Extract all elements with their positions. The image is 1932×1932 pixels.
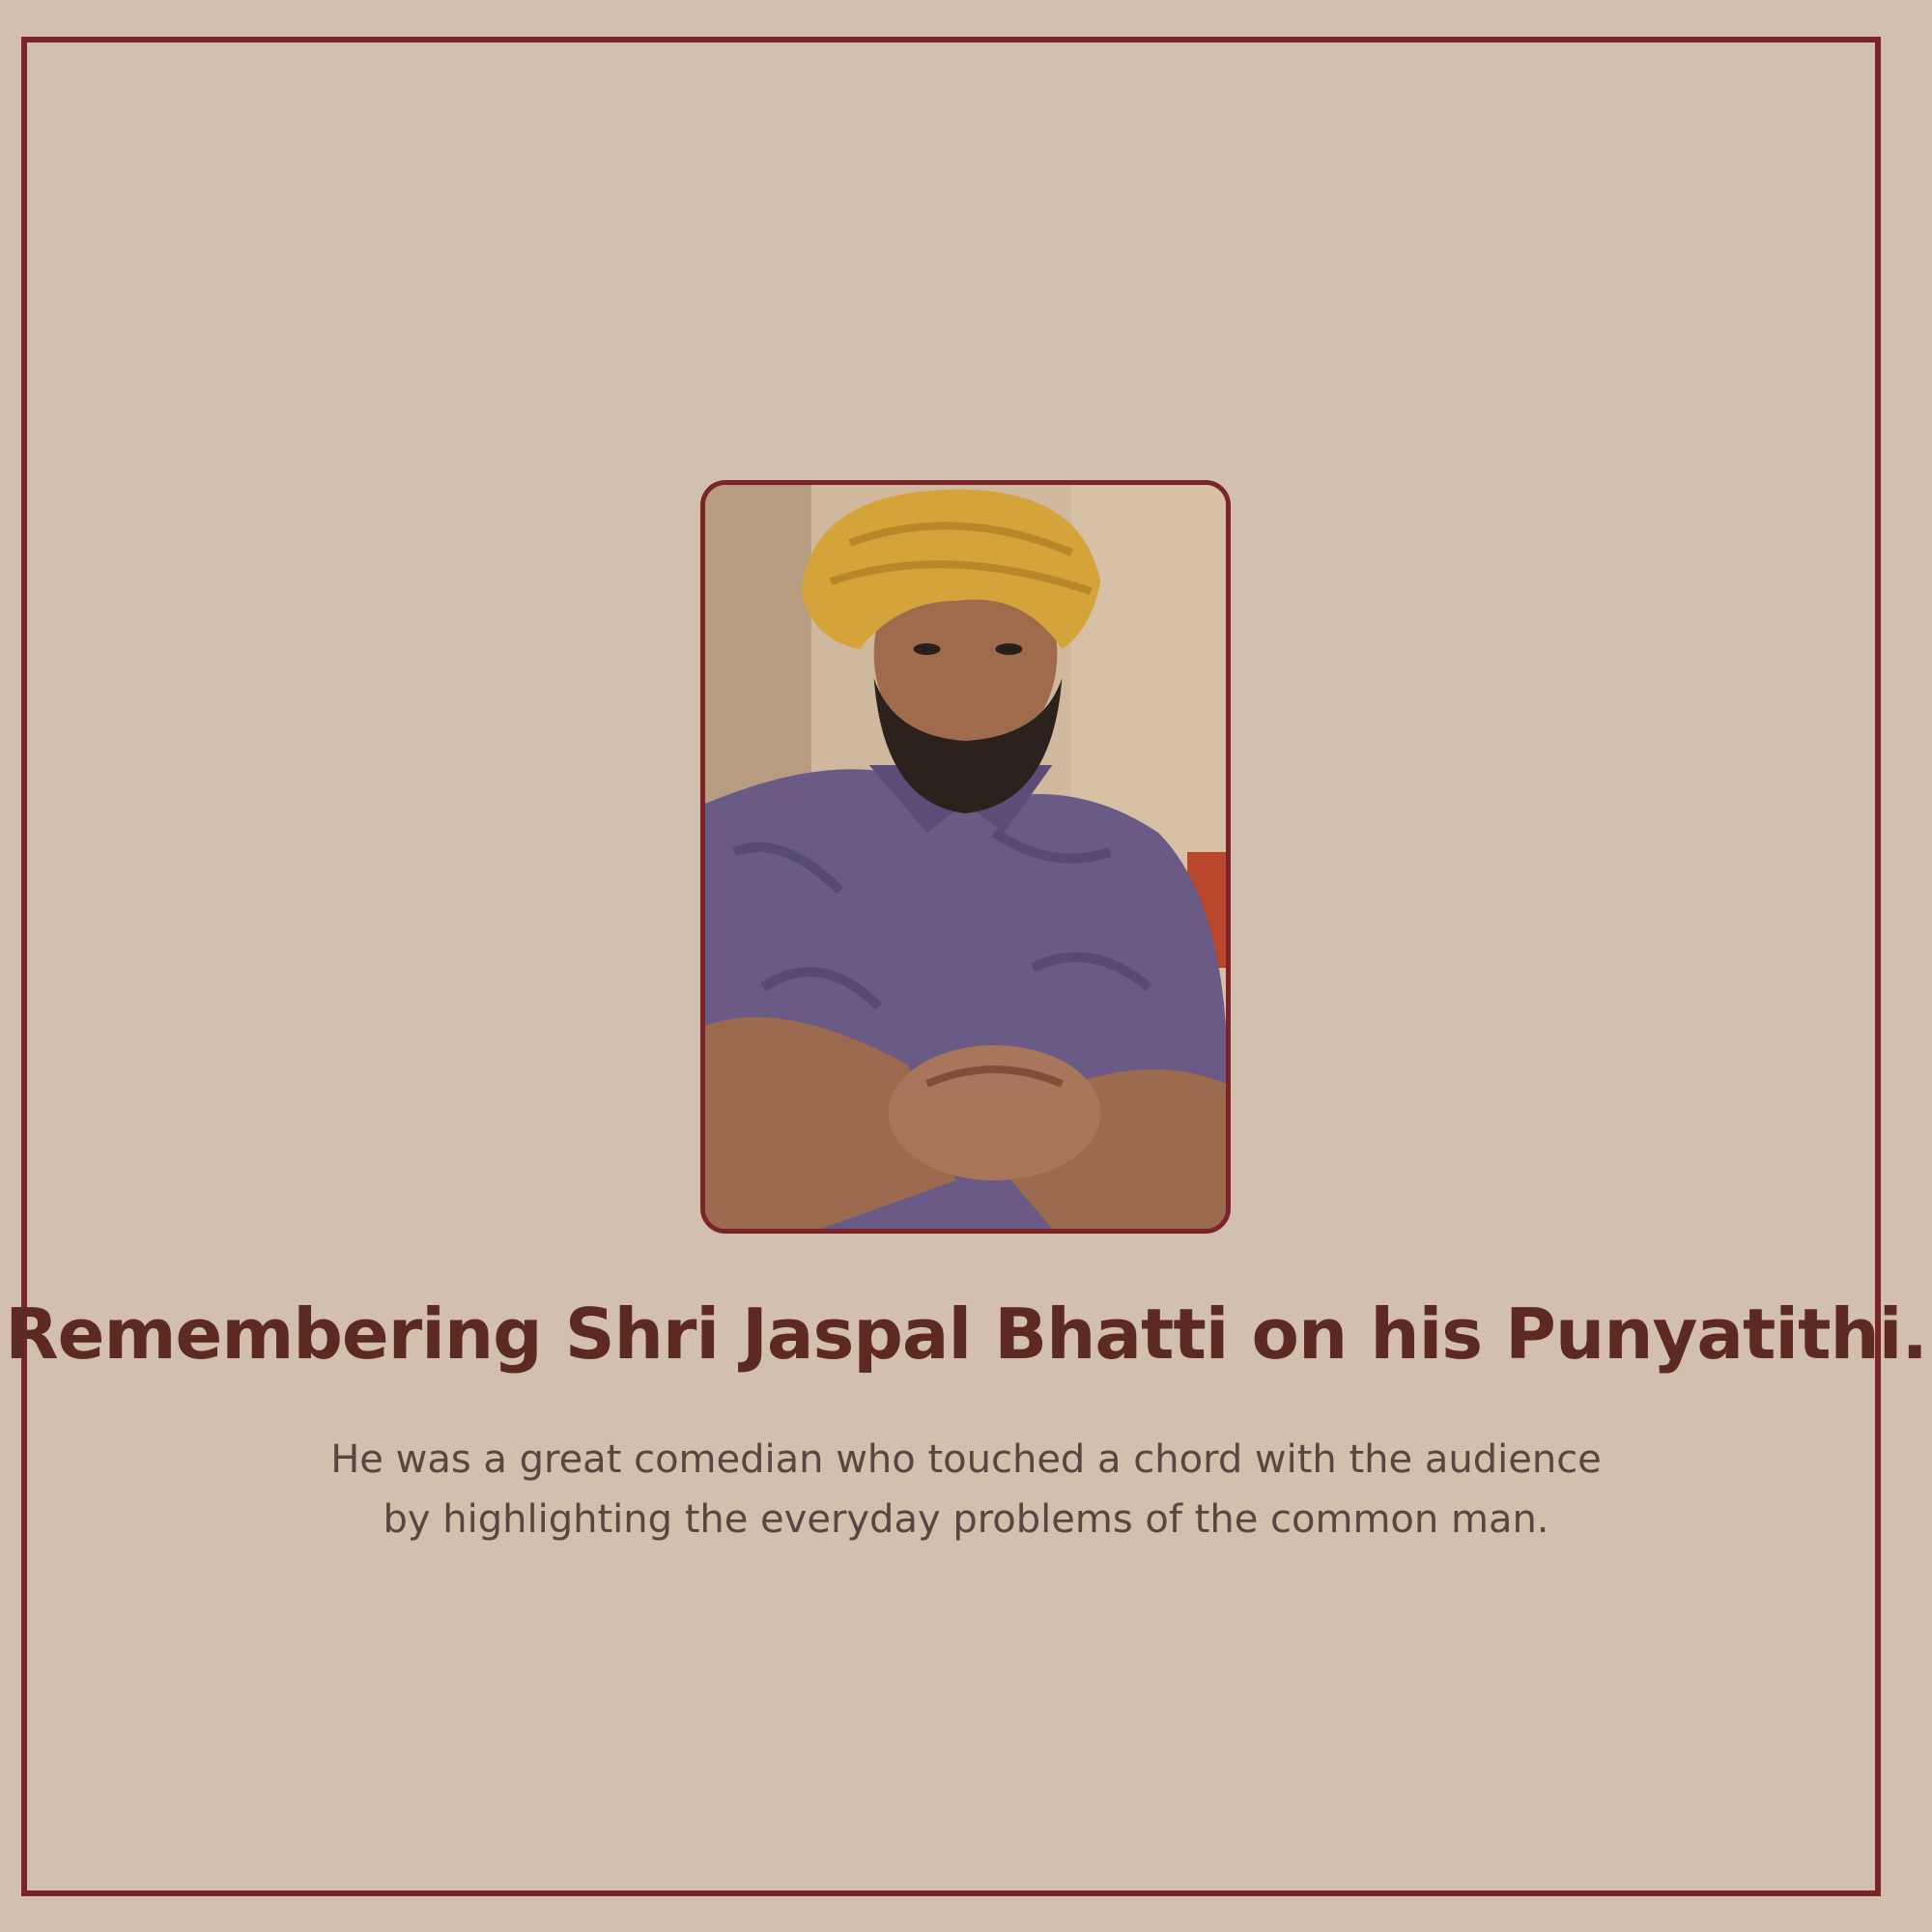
description-line-2: by highlighting the everyday problems of the common man.: [383, 1497, 1549, 1542]
page-title: Remembering Shri Jaspal Bhatti on his Punyatithi.: [5, 1293, 1927, 1375]
description-line-1: He was a great comedian who touched a chord with the audience: [330, 1437, 1602, 1482]
portrait-photo: [700, 480, 1231, 1234]
portrait-illustration: [705, 485, 1226, 1229]
description: [0, 1430, 1932, 1549]
